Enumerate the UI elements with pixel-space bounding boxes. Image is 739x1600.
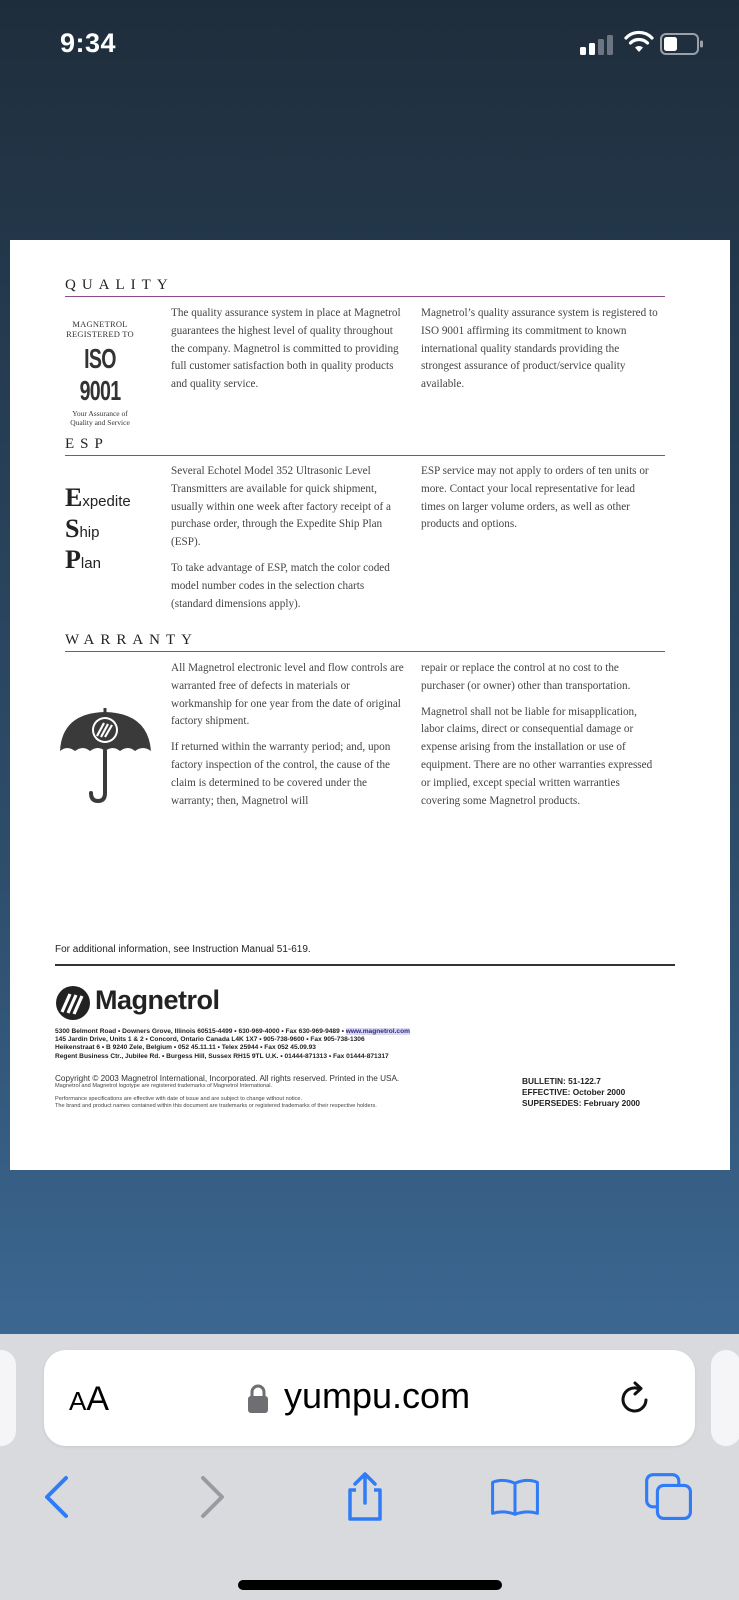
esp-expedite-rest: xpedite [82,493,131,510]
magnetrol-logo-text: Magnetrol [95,985,220,1015]
reload-icon[interactable] [616,1380,654,1418]
esp-word-expedite [65,483,131,513]
esp-paragraph-1: Several Echotel Model 352 Ultrasonic Level Transmitters are available for quick shipment, usually within one week after factory receipt of a purchase order, through the Expedite Ship Plan (ESP). [171,465,391,549]
cellular-signal-icon [580,33,618,55]
esp-text-col1 [171,463,406,613]
esp-paragraph-3: ESP service may not apply to orders of ten units or more. Contact your local representative for lead times on larger volume orders, as well as other products and options. [421,465,649,531]
performance-disclaimer: Performance specifications are effective with date of issue and are subject to change without notice. [55,1096,303,1102]
browser-bottom-bar [0,1334,739,1600]
reader-options-big-a: A [86,1380,110,1418]
esp-ship-initial: S [65,514,80,543]
url-text[interactable]: yumpu.com [284,1375,471,1416]
iso-badge-tagline1: Your Assurance of [72,409,128,418]
battery-icon [660,33,704,55]
brand-disclaimer: The brand and product names contained within this document are trademarks or registered trademarks of their respective holders. [55,1103,377,1109]
iso-badge-line2: REGISTERED TO [66,328,134,339]
esp-expedite-initial: E [65,483,83,512]
share-icon[interactable] [340,1472,390,1522]
previous-tab-peek[interactable] [0,1350,16,1446]
next-tab-peek[interactable] [711,1350,739,1446]
tabs-icon[interactable] [644,1472,694,1522]
quality-text-col2 [421,305,659,394]
copyright-text: Copyright © 2003 Magnetrol International, Incorporated. All rights reserved. Printed in the USA. [55,1074,400,1083]
address-bar[interactable] [44,1350,695,1446]
esp-heading: ESP [65,436,109,452]
warranty-text-col1 [171,660,406,810]
iso-badge-line1: MAGNETROL [72,319,128,329]
iso-badge-tagline2: Quality and Service [70,417,130,427]
address-usa-text: 5300 Belmont Road • Downers Grove, Illinois 60515-4499 • 630-969-4000 • Fax 630-969-9489 • [55,1028,346,1035]
forward-icon[interactable] [186,1472,236,1522]
address-line-uk: Regent Business Ctr., Jubilee Rd. • Burgess Hill, Sussex RH15 9TL U.K. • 01444-871313 • Fax 01444-871317 [55,1052,389,1060]
address-line-belgium: Heikenstraat 6 • B 9240 Zele, Belgium • 052 45.11.11 • Telex 25944 • Fax 052 45.09.93 [55,1044,316,1052]
bulletin-info [522,1076,640,1109]
esp-text-col2 [421,463,659,534]
bookmarks-icon[interactable] [490,1472,540,1522]
warranty-paragraph-2: If returned within the warranty period; and, upon factory inspection of the control, the cause of the claim is determined to be covered under the warranty; then, Magnetrol will [171,741,391,807]
magnetrol-logo [55,985,295,1025]
esp-divider [65,455,665,456]
quality-divider [65,296,665,297]
magnetrol-logo-icon [55,985,91,1021]
quality-paragraph-2: Magnetrol’s quality assurance system is registered to ISO 9001 affirming its commitment to known international quality standards providing the strongest assurance of product/service quality available. [421,307,658,391]
esp-word-plan [65,545,101,575]
company-website-link[interactable]: www.magnetrol.com [345,1028,410,1035]
reader-options-button[interactable] [69,1380,109,1419]
address-line-canada: 145 Jardin Drive, Units 1 & 2 • Concord, Ontario Canada L4K 1X7 • 905-738-9600 • Fax 905-738-1306 [55,1036,365,1044]
quality-text-col1 [171,305,406,394]
bulletin-effective: EFFECTIVE: October 2000 [522,1087,626,1097]
bulletin-supersedes: SUPERSEDES: February 2000 [522,1098,641,1108]
status-time: 9:34 [60,28,117,58]
wifi-icon [624,30,654,54]
esp-plan-rest: lan [80,555,101,572]
company-addresses [55,1028,410,1061]
document-page[interactable] [10,240,730,1170]
esp-ship-rest: hip [79,524,100,541]
iso-badge-title: ISO 9001 [79,343,121,406]
back-icon[interactable] [33,1472,83,1522]
esp-paragraph-2: To take advantage of ESP, match the color coded model number codes in the selection charts (standard dimensions apply). [171,561,390,610]
lock-icon [247,1384,269,1414]
warranty-divider [65,651,665,652]
quality-paragraph-1: The quality assurance system in place at Magnetrol guarantees the highest level of quality throughout the company. Magnetrol is committed to providing full customer satisfaction both in quality products and quality service. [171,307,401,391]
home-indicator [238,1580,502,1590]
bulletin-number: BULLETIN: 51-122.7 [522,1076,601,1086]
iso-9001-badge [60,320,140,427]
umbrella-icon [58,705,153,805]
warranty-paragraph-1: All Magnetrol electronic level and flow controls are warranted free of defects in materials or workmanship for one year from the date of original factory shipment. [171,662,404,728]
reader-options-small-a: A [69,1386,87,1416]
warranty-heading: WARRANTY [65,632,198,648]
esp-word-ship [65,514,100,544]
warranty-text-col2 [421,660,659,810]
warranty-paragraph-4: Magnetrol shall not be liable for misapplication, labor claims, direct or consequential damage or expense arising from the installation or use of equipment. There are no other warranties expressed or implied, except special written warranties covering some Magnetrol products. [421,705,653,807]
esp-plan-initial: P [65,545,81,574]
copyright-block [55,1074,399,1110]
warranty-paragraph-3: repair or replace the control at no cost to the purchaser (or owner) other than transportation. [421,662,631,692]
quality-heading: QUALITY [65,277,174,293]
trademark-text: Magnetrol and Magnetrol logotype are registered trademarks of Magnetrol International. [55,1083,273,1089]
status-bar [0,0,739,90]
additional-info-note: For additional information, see Instruction Manual 51-619. [55,944,311,955]
footer-divider [55,964,675,966]
address-line-usa [55,1028,410,1036]
